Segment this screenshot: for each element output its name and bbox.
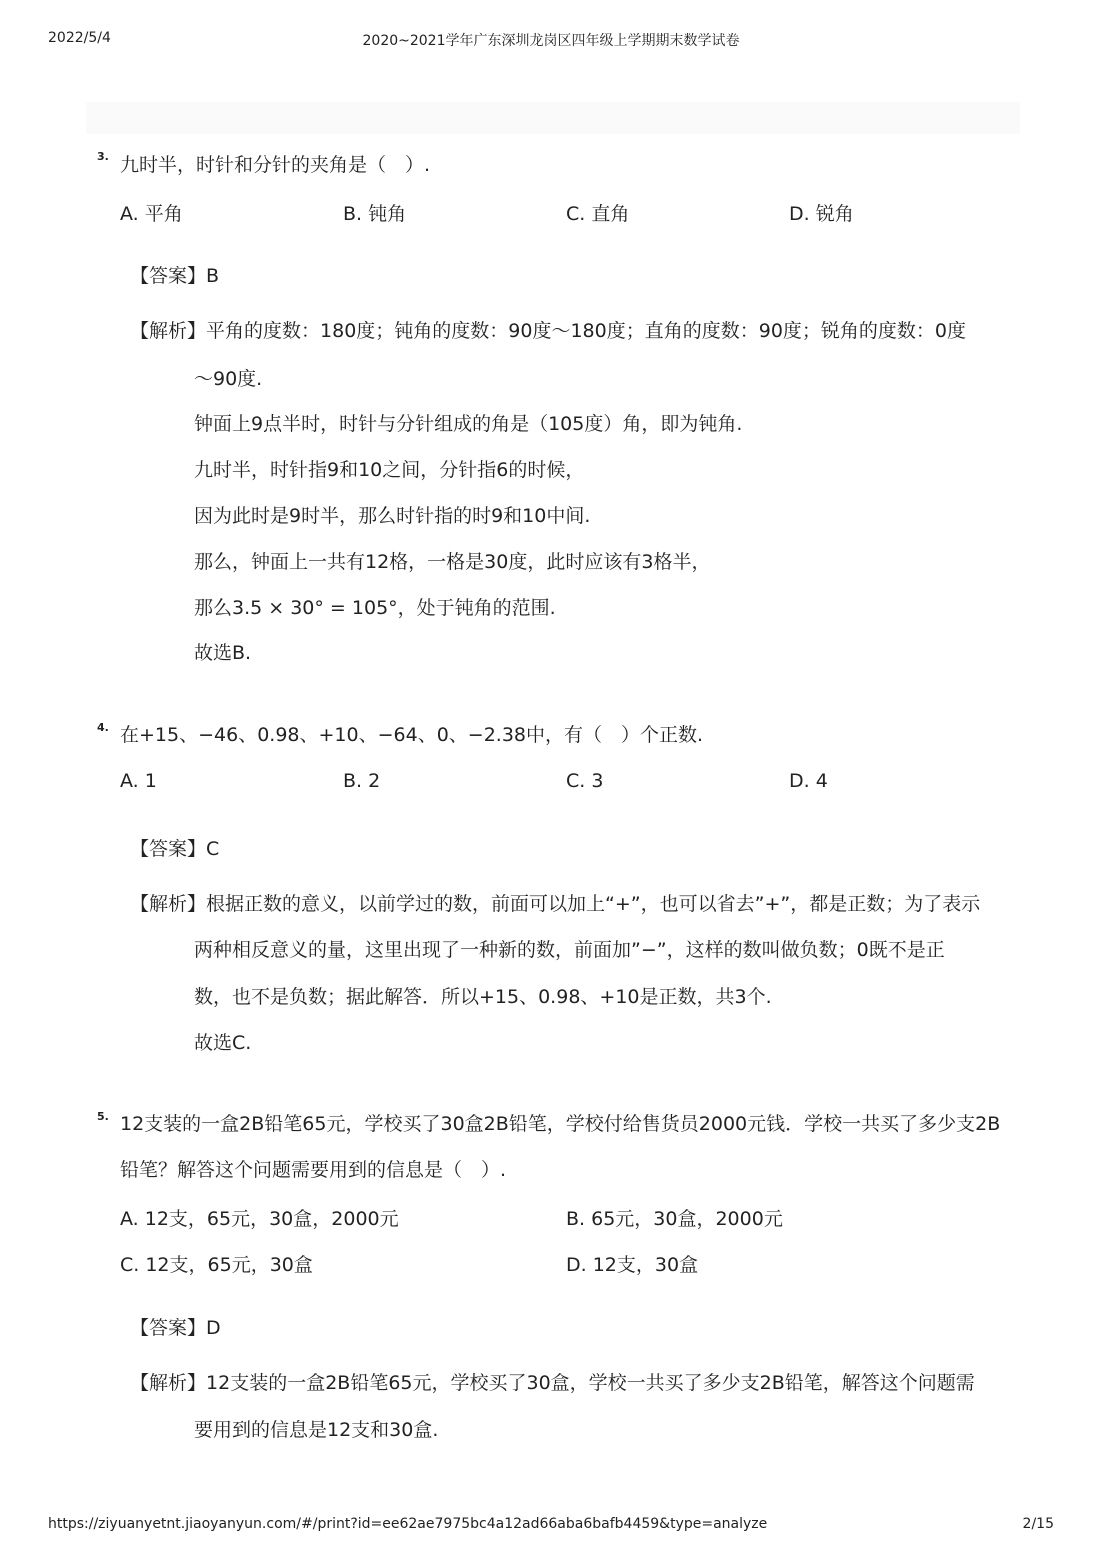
question-number: 4. [97,721,109,734]
analysis-tag: 【解析】 [130,1372,207,1394]
analysis-text: 12支装的一盒2B铅笔65元，学校买了30盒，学校一共买了多少支2B铅笔，解答这个问题需 [206,1372,975,1394]
analysis-first-line [130,889,980,916]
option-b: B. 65元，30盒，2000元 [566,1208,783,1230]
analysis-line: 数，也不是负数；据此解答．所以+15、0.98、+10是正数，共3个. [194,986,772,1008]
analysis-line: 两种相反意义的量，这里出现了一种新的数，前面加”−”，这样的数叫做负数；0既不是正 [194,939,945,961]
option-c: C. 12支，65元，30盒 [120,1254,313,1276]
question-text: 在+15、−46、0.98、+10、−64、0、−2.38中，有（ ）个正数. [120,724,704,746]
analysis-line: ～90度. [194,368,263,390]
answer-line [130,834,219,861]
analysis-line: 故选C. [194,1032,252,1054]
analysis-tag: 【解析】 [130,893,207,915]
answer-tag: 【答案】 [130,265,207,287]
option-c: C. 直角 [566,203,630,225]
shaded-band [86,102,1020,134]
answer-tag: 【答案】 [130,1317,207,1339]
answer-tag: 【答案】 [130,838,207,860]
analysis-line: 因为此时是9时半，那么时针指的时9和10中间. [194,505,591,527]
question-number: 3. [97,150,109,163]
option-b: B. 钝角 [343,203,407,225]
option-a: A. 1 [120,770,157,792]
question-text-line: 铅笔？解答这个问题需要用到的信息是（ ）. [120,1159,507,1181]
option-a: A. 12支，65元，30盒，2000元 [120,1208,399,1230]
page-number: 2/15 [1022,1516,1054,1532]
answer-value: B [206,265,220,287]
answer-value: D [206,1317,221,1339]
analysis-first-line [130,316,966,343]
analysis-line: 那么3.5 × 30° = 105°，处于钝角的范围. [194,597,556,619]
analysis-line: 九时半，时针指9和10之间，分针指6的时候， [194,459,585,481]
page-url: https://ziyuanyetnt.jiaoyanyun.com/#/print?id=ee62ae7975bc4a12ad66aba6bafb4459&type=analyze [48,1516,768,1532]
analysis-line: 要用到的信息是12支和30盒. [194,1419,439,1441]
analysis-line: 故选B. [194,642,252,664]
question-text: 九时半，时针和分针的夹角是（ ）. [120,154,431,176]
analysis-text: 平角的度数：180度；钝角的度数：90度～180度；直角的度数：90度；锐角的度数：0度 [206,320,966,342]
analysis-first-line [130,1368,975,1395]
print-date: 2022/5/4 [48,30,111,46]
option-d: D. 4 [789,770,828,792]
answer-line [130,1313,221,1340]
analysis-line: 钟面上9点半时，时针与分针组成的角是（105度）角，即为钝角. [194,413,743,435]
option-b: B. 2 [343,770,381,792]
answer-line [130,261,219,288]
question-text-line: 12支装的一盒2B铅笔65元，学校买了30盒2B铅笔，学校付给售货员2000元钱．学校一共买了多少支2B [120,1113,1001,1135]
answer-value: C [206,838,220,860]
option-a: A. 平角 [120,203,183,225]
analysis-line: 那么，钟面上一共有12格，一格是30度，此时应该有3格半， [194,551,711,573]
analysis-tag: 【解析】 [130,320,207,342]
option-d: D. 锐角 [789,203,854,225]
question-number: 5. [97,1110,109,1123]
option-c: C. 3 [566,770,604,792]
option-d: D. 12支，30盒 [566,1254,699,1276]
analysis-text: 根据正数的意义，以前学过的数，前面可以加上“+”，也可以省去”+”，都是正数；为了表示 [206,893,981,915]
document-title: 2020~2021学年广东深圳龙岗区四年级上学期期末数学试卷 [362,33,740,49]
